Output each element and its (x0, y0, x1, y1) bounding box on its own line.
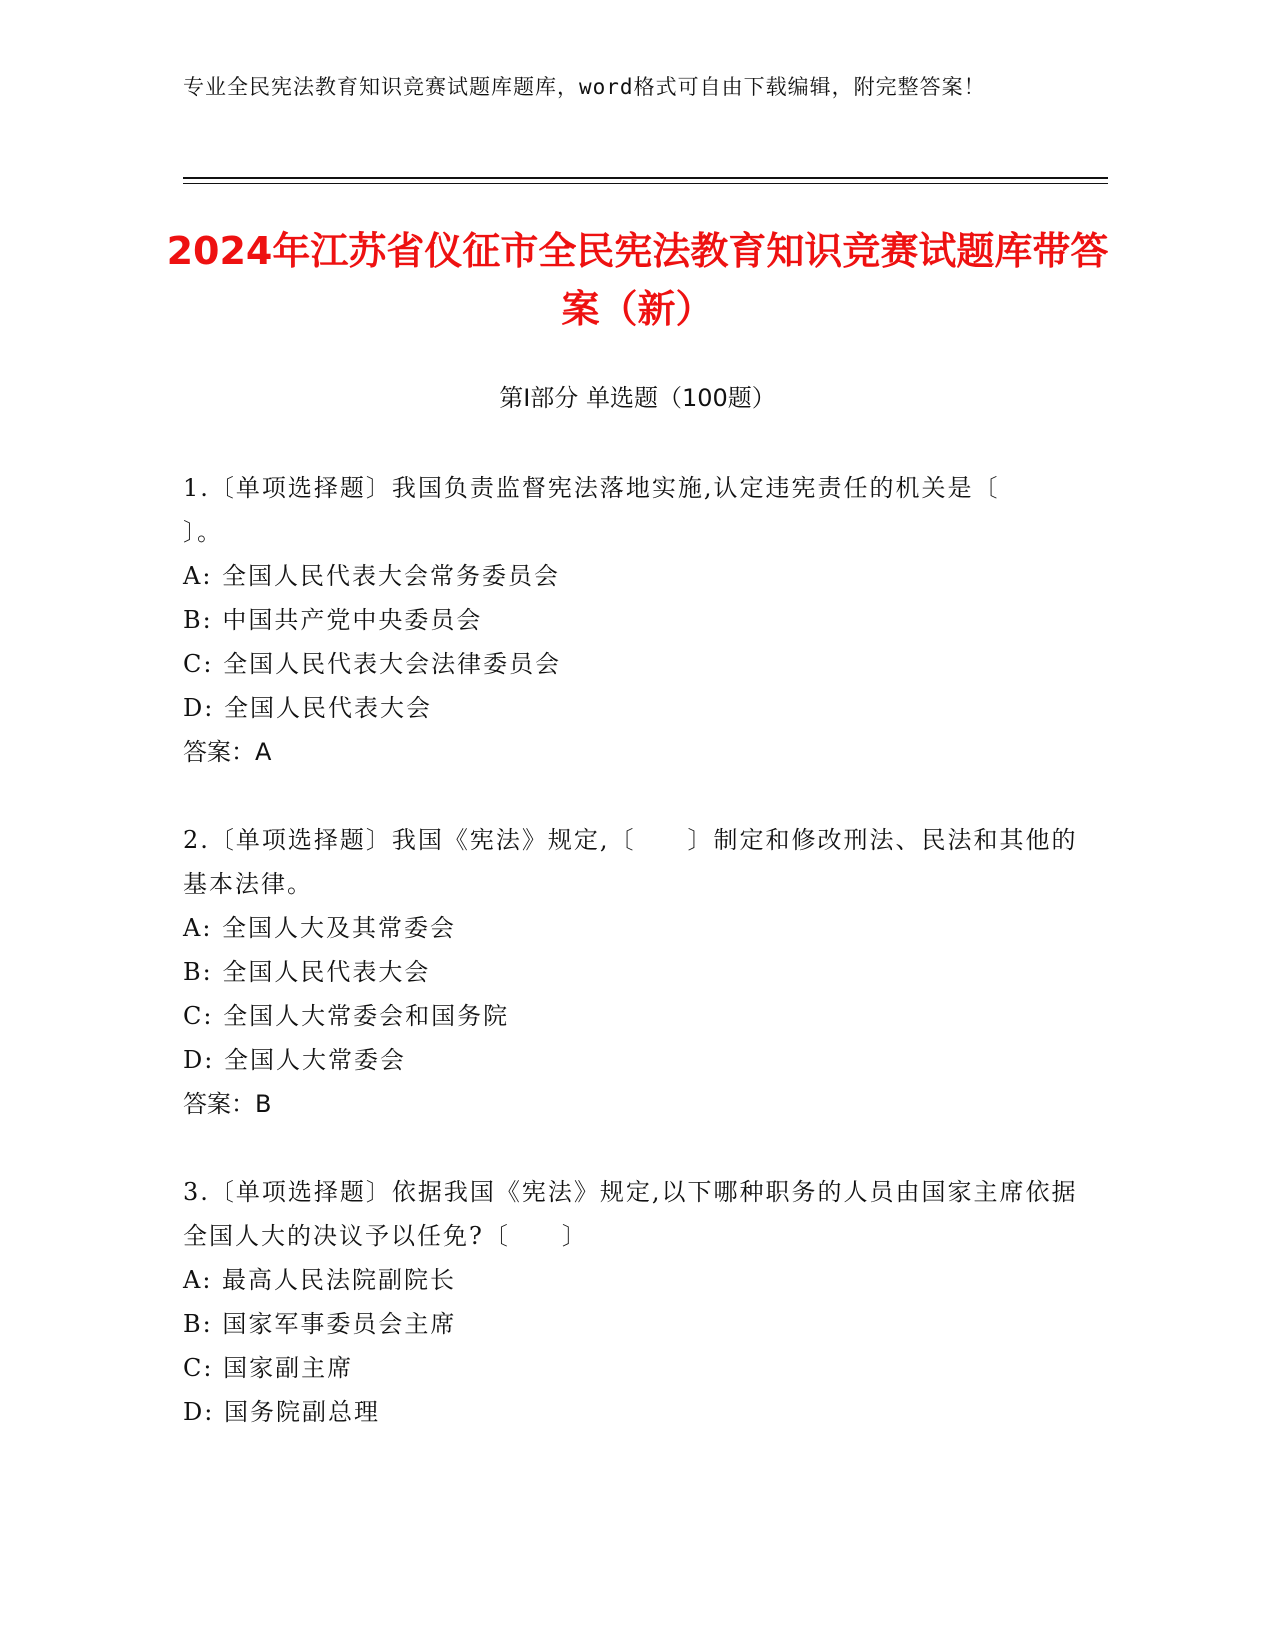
option-d: D: 全国人大常委会 (183, 1046, 406, 1074)
answer-line: 答案：B (183, 1090, 272, 1118)
header-rule-thick (183, 177, 1108, 179)
option-b: B: 国家军事委员会主席 (183, 1310, 457, 1338)
question-stem: 1.〔单项选择题〕我国负责监督宪法落地实施,认定违宪责任的机关是〔 〕。 (183, 474, 1052, 546)
question-stem: 3.〔单项选择题〕依据我国《宪法》规定,以下哪种职务的人员由国家主席依据全国人大的决议予以任免?〔 〕 (183, 1178, 1078, 1250)
option-c: C: 全国人民代表大会法律委员会 (183, 650, 562, 678)
question-3 (183, 1170, 1083, 1434)
option-a: A: 最高人民法院副院长 (183, 1266, 457, 1294)
option-b: B: 全国人民代表大会 (183, 958, 431, 986)
option-c: C: 国家副主席 (183, 1354, 354, 1382)
option-c: C: 全国人大常委会和国务院 (183, 1002, 510, 1030)
question-list (183, 466, 1083, 1478)
answer-line: 答案：A (183, 738, 272, 766)
option-d: D: 全国人民代表大会 (183, 694, 432, 722)
option-a: A: 全国人大及其常委会 (183, 914, 457, 942)
question-stem: 2.〔单项选择题〕我国《宪法》规定,〔 〕制定和修改刑法、民法和其他的基本法律。 (183, 826, 1078, 898)
section-title: 第Ⅰ部分 单选题（100题） (499, 384, 776, 412)
option-d: D: 国务院副总理 (183, 1398, 380, 1426)
question-1 (183, 466, 1083, 774)
option-a: A: 全国人民代表大会常务委员会 (183, 562, 561, 590)
question-2 (183, 818, 1083, 1126)
document-title: 2024年江苏省仪征市全民宪法教育知识竞赛试题库带答案（新） (166, 229, 1109, 331)
header-rule-thin (183, 183, 1108, 184)
option-b: B: 中国共产党中央委员会 (183, 606, 483, 634)
header-note: 专业全民宪法教育知识竞赛试题库题库，word格式可自由下载编辑，附完整答案！ (183, 75, 986, 99)
